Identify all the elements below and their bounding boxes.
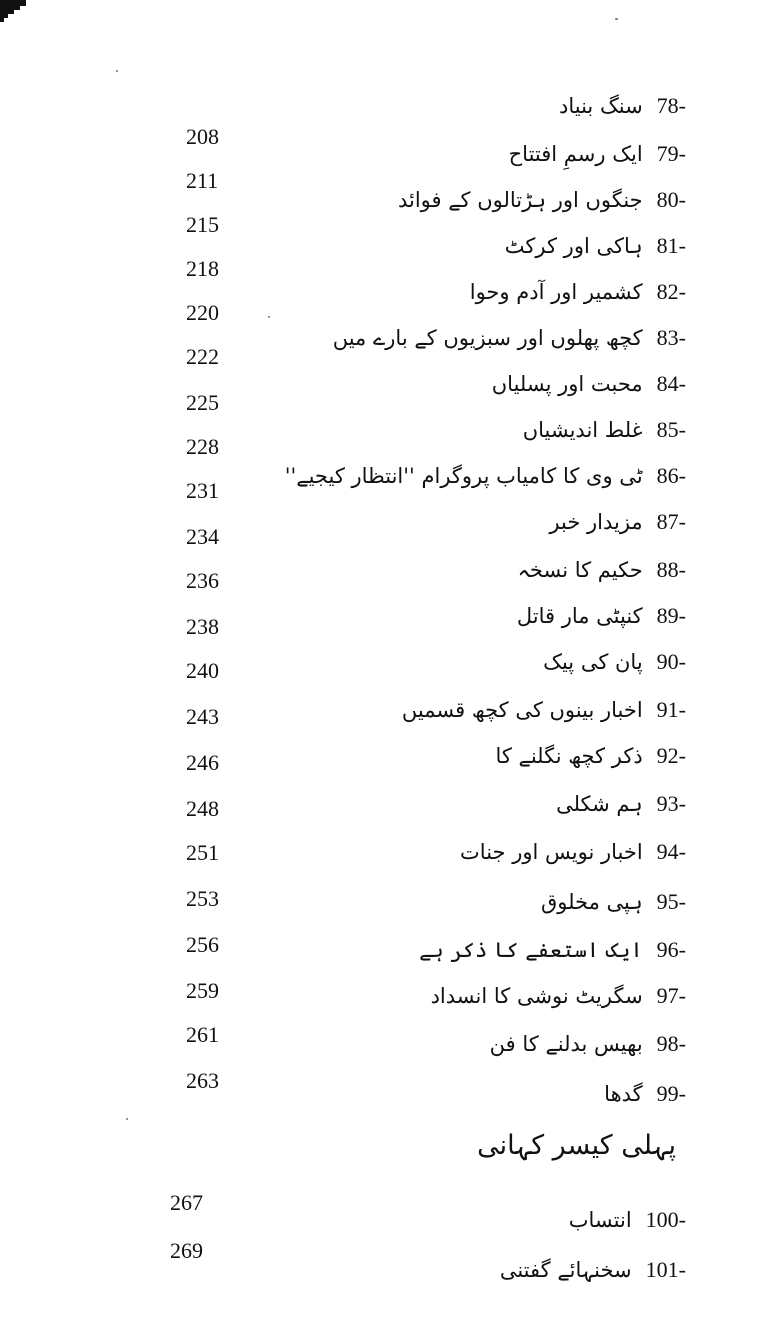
- entry-title: سنگ بنیاد: [559, 94, 643, 118]
- entry-number: 98-: [656, 1031, 686, 1056]
- entry-title: ذکر کچھ نگلنے کا: [495, 744, 643, 768]
- page-number: 259: [186, 978, 219, 1003]
- contents-entry: [284, 456, 686, 496]
- entry-number: 94-: [656, 839, 686, 864]
- entry-number: 78-: [656, 93, 686, 118]
- entry-number: 100-: [645, 1207, 686, 1232]
- page-number: 261: [186, 1022, 219, 1047]
- page-number: 267: [170, 1190, 203, 1215]
- contents-entry: [306, 86, 686, 126]
- contents-entry: [306, 1074, 686, 1114]
- entry-title: ہاکی اور کرکٹ: [504, 234, 643, 258]
- contents-entry: [306, 736, 686, 776]
- entry-title: ہم شکلی: [556, 792, 643, 816]
- contents-entry: [306, 226, 686, 266]
- contents-entry: [306, 596, 686, 636]
- entry-title: سگریٹ نوشی کا انسداد: [430, 984, 643, 1008]
- entry-title: غلط اندیشیاں: [522, 418, 643, 442]
- entry-number: 99-: [656, 1081, 686, 1106]
- page-number: 243: [186, 704, 219, 729]
- section-heading: پہلی کیسر کہانی: [477, 1130, 676, 1161]
- entry-number: 82-: [656, 279, 686, 304]
- entry-title: کشمیر اور آدم وحوا: [469, 280, 643, 304]
- entry-title: کنپٹی مار قاتل: [516, 604, 643, 628]
- entry-number: 92-: [656, 743, 686, 768]
- page-number: 248: [186, 796, 219, 821]
- page-number: 228: [186, 434, 219, 459]
- contents-entry: [306, 642, 686, 682]
- entry-title: سخنہائے گفتنی: [499, 1258, 632, 1282]
- entry-number: 84-: [656, 371, 686, 396]
- entry-number: 86-: [656, 463, 686, 488]
- page-number: 240: [186, 658, 219, 683]
- entry-title: ایک استعفے کا ذکر ہے: [419, 938, 643, 962]
- entry-number: 90-: [656, 649, 686, 674]
- entry-number: 89-: [656, 603, 686, 628]
- page-number: 208: [186, 124, 219, 149]
- contents-entry: [306, 502, 686, 542]
- contents-entry: [306, 1250, 686, 1290]
- entry-number: 97-: [656, 983, 686, 1008]
- entry-title: پان کی پیک: [543, 650, 643, 674]
- entry-title: مزیدار خبر: [549, 510, 643, 534]
- contents-entry: [306, 690, 686, 730]
- contents-entry: [306, 930, 686, 970]
- entry-title: محبت اور پسلیاں: [491, 372, 643, 396]
- entry-number: 81-: [656, 233, 686, 258]
- contents-entry: [306, 272, 686, 312]
- page-number: 256: [186, 932, 219, 957]
- page-number: 225: [186, 390, 219, 415]
- page-number: 220: [186, 300, 219, 325]
- contents-entry: [306, 882, 686, 922]
- entry-number: 96-: [656, 937, 686, 962]
- contents-entry: [306, 976, 686, 1016]
- contents-entry: [306, 180, 686, 220]
- entry-number: 79-: [656, 141, 686, 166]
- entry-number: 101-: [645, 1257, 686, 1282]
- entry-title: ہپی مخلوق: [540, 890, 643, 914]
- entry-number: 93-: [656, 791, 686, 816]
- page-number: 253: [186, 886, 219, 911]
- entry-number: 88-: [656, 557, 686, 582]
- entry-number: 87-: [656, 509, 686, 534]
- page-number: 215: [186, 212, 219, 237]
- entry-title: ٹی وی کا کامیاب پروگرام ''انتظار کیجیے'': [284, 464, 643, 488]
- entry-title: کچھ پھلوں اور سبزیوں کے بارے میں: [332, 326, 643, 350]
- entry-title: اخبار نویس اور جنات: [460, 840, 643, 864]
- entry-number: 85-: [656, 417, 686, 442]
- page-number: 218: [186, 256, 219, 281]
- contents-entry: [306, 410, 686, 450]
- page-number: 234: [186, 524, 219, 549]
- entry-number: 95-: [656, 889, 686, 914]
- entry-number: 91-: [656, 697, 686, 722]
- contents-entry: [306, 318, 686, 358]
- page-number: 263: [186, 1068, 219, 1093]
- page-number: 222: [186, 344, 219, 369]
- contents-entry: [306, 1024, 686, 1064]
- page-number: 211: [186, 168, 219, 193]
- contents-entry: [306, 364, 686, 404]
- entry-number: 80-: [656, 187, 686, 212]
- contents-entry: [306, 784, 686, 824]
- page-number: 251: [186, 840, 219, 865]
- entry-title: گدھا: [604, 1082, 643, 1106]
- entry-number: 83-: [656, 325, 686, 350]
- entry-title: جنگوں اور ہڑتالوں کے فوائد: [397, 188, 643, 212]
- page-number: 236: [186, 568, 219, 593]
- entry-title: ایک رسمِ افتتاح: [508, 142, 643, 166]
- entry-title: بھیس بدلنے کا فن: [489, 1032, 643, 1056]
- contents-entry: [306, 832, 686, 872]
- contents-entry: [306, 1200, 686, 1240]
- entry-title: حکیم کا نسخہ: [517, 558, 643, 582]
- page-number: 269: [170, 1238, 203, 1263]
- page-number: 246: [186, 750, 219, 775]
- contents-entry: [306, 550, 686, 590]
- entry-title: انتساب: [568, 1208, 632, 1232]
- page-number: 231: [186, 478, 219, 503]
- page-number: 238: [186, 614, 219, 639]
- entry-title: اخبار بینوں کی کچھ قسمیں: [401, 698, 643, 722]
- contents-entry: [306, 134, 686, 174]
